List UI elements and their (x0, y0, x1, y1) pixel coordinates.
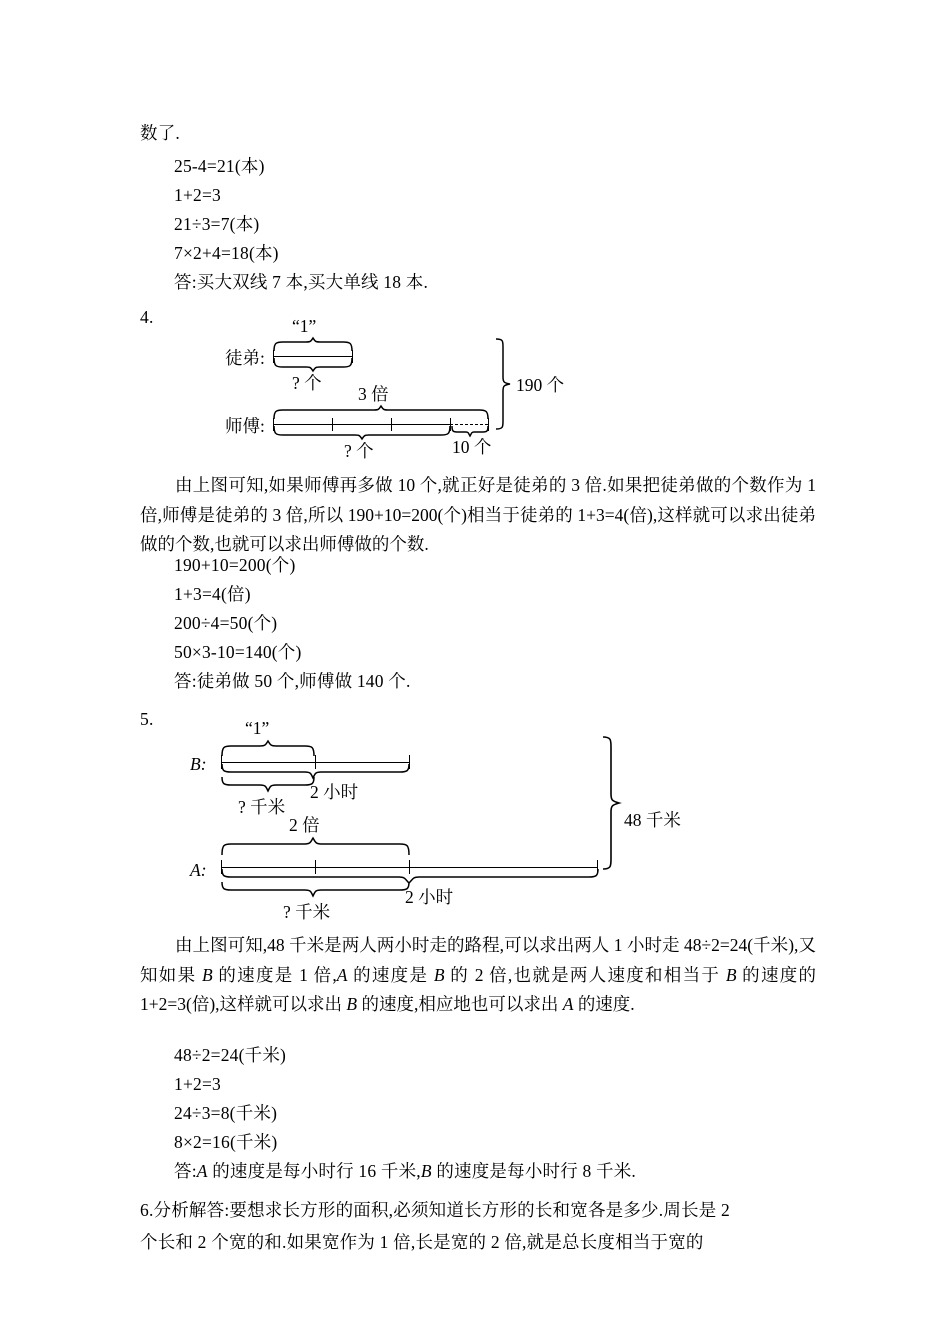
step-line: 8×2=16(千米) (174, 1132, 278, 1152)
diagram-problem-5 (0, 700, 950, 925)
brace-total-190-icon (494, 338, 512, 430)
diagram5-total-brace-label: 48 千米 (624, 810, 681, 830)
step-line: 48÷2=24(千米) (174, 1045, 287, 1065)
answer-line: 答:A 的速度是每小时行 16 千米,B 的速度是每小时行 8 千米. (174, 1161, 636, 1181)
diagram5-rowB-bottom-brace-label: ? 千米 (238, 797, 286, 817)
diagram4-row2-label: 师傅: (225, 416, 265, 436)
diagram5-rowA-time-brace-label: 2 小时 (405, 887, 454, 907)
diagram4-row2-top-brace-label: 3 倍 (358, 384, 389, 404)
step-line: 7×2+4=18(本) (174, 243, 279, 263)
step-line: 25-4=21(本) (174, 156, 265, 176)
problem5-explanation: 由上图可知,48 千米是两人两小时走的路程,可以求出两人 1 小时走 48÷2=24(千米),又知如果 B 的速度是 1 倍,A 的速度是 B 的 2 倍,也就是两人速度和相当于 B 的速度的 1+2=3(倍),这样就可以求出 B 的速度,相应地也可以求出 A 的速度. (140, 935, 817, 1014)
step-line: 1+2=3 (174, 185, 221, 205)
diagram4-row1-bottom-brace-label: ? 个 (292, 373, 322, 393)
brace-bottom-rowB-icon (221, 776, 315, 792)
brace-bottom-dashed-icon (451, 425, 489, 437)
diagram4-row1-top-brace-label: “1” (292, 316, 317, 336)
diagram5-rowB-top-brace-label: “1” (245, 718, 270, 738)
problem-number-5: 5. (140, 709, 154, 729)
step-line: 1+3=4(倍) (174, 584, 251, 604)
brace-bottom-row2-icon (273, 425, 451, 439)
step-line: 50×3-10=140(个) (174, 642, 302, 662)
brace-bottom-row1-icon (273, 357, 353, 371)
problem6-line-1: 6.分析解答:要想求长方形的面积,必须知道长方形的长和宽各是多少.周长是 2 (140, 1200, 730, 1220)
brace-top-row2-icon (273, 406, 489, 420)
answer-line: 答:徒弟做 50 个,师傅做 140 个. (174, 671, 411, 691)
diagram5-rowA-bottom-brace-label: ? 千米 (283, 902, 331, 922)
diagram5-rowB-time-brace-label: 2 小时 (310, 782, 359, 802)
diagram4-dashed-brace-label: 10 个 (452, 437, 492, 457)
brace-bottom-rowA-icon (221, 881, 410, 897)
diagram-problem-4 (0, 300, 950, 465)
brace-top-row1-icon (273, 338, 353, 352)
brace-top-rowA-icon (221, 838, 410, 856)
problem6-line-2: 个长和 2 个宽的和.如果宽作为 1 倍,长是宽的 2 倍,就是总长度相当于宽的 (140, 1232, 704, 1252)
step-line: 200÷4=50(个) (174, 613, 278, 633)
brace-total-48-icon (601, 736, 621, 870)
diagram4-row1-label: 徒弟: (225, 348, 265, 368)
diagram4-total-brace-label: 190 个 (516, 375, 565, 395)
diagram5-rowB-label: B: (190, 754, 207, 774)
diagram4-row2-bottom-brace-label: ? 个 (344, 441, 374, 461)
step-line: 24÷3=8(千米) (174, 1103, 278, 1123)
continuation-line: 数了. (140, 123, 180, 143)
step-line: 190+10=200(个) (174, 555, 296, 575)
problem-number-4: 4. (140, 307, 154, 327)
brace-top-rowB-icon (221, 741, 315, 757)
diagram5-rowA-label: A: (190, 860, 207, 880)
problem4-explanation: 由上图可知,如果师傅再多做 10 个,就正好是徒弟的 3 倍.如果把徒弟做的个数作为 1 倍,师傅是徒弟的 3 倍,所以 190+10=200(个)相当于徒弟的 1+3=4(倍),这样就可以求出徒弟做的个数,也就可以求出师傅做的个数. (140, 475, 816, 554)
diagram5-rowA-top-brace-label: 2 倍 (289, 815, 320, 835)
step-line: 21÷3=7(本) (174, 214, 260, 234)
step-line: 1+2=3 (174, 1074, 221, 1094)
answer-line: 答:买大双线 7 本,买大单线 18 本. (174, 272, 429, 292)
